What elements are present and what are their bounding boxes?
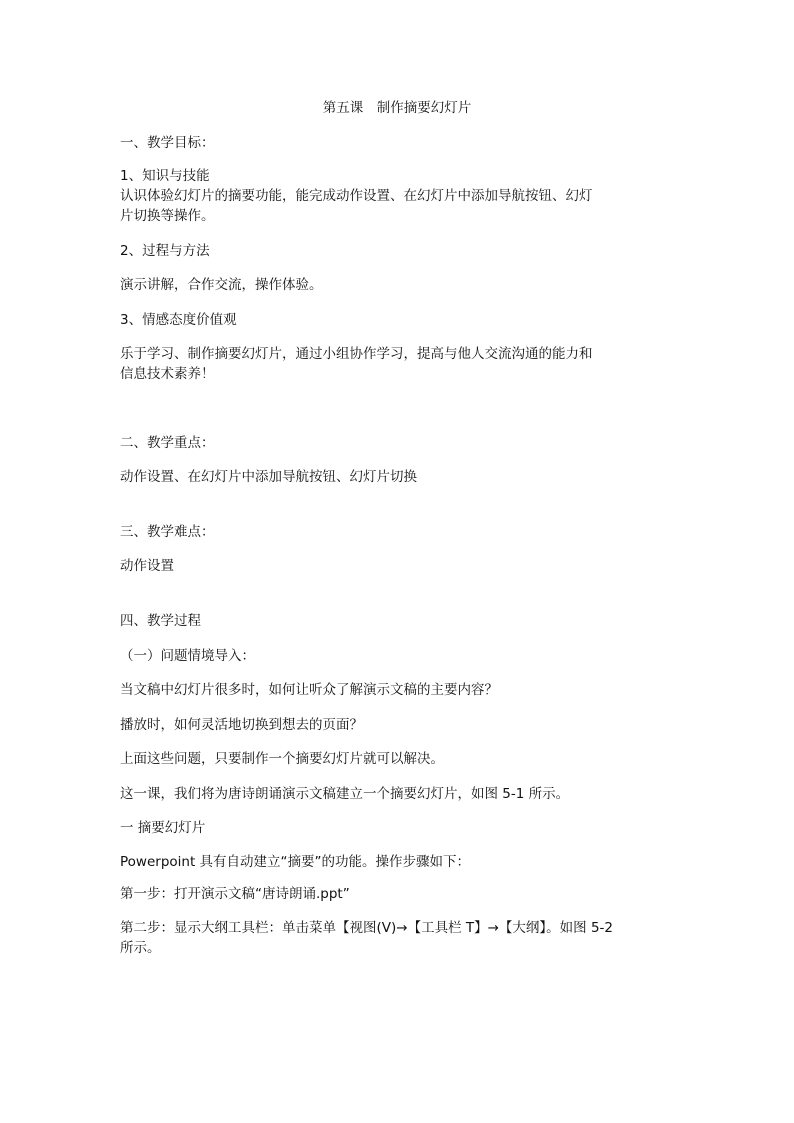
- subheading-attitude-values: 3、情感态度价值观: [120, 312, 237, 328]
- paragraph-step-2-line1: 第二步：显示大纲工具栏：单击菜单【视图(V)→【工具栏 T】→【大纲】。如图 5-2: [120, 920, 614, 936]
- paragraph-knowledge-skills-line1: 认识体验幻灯片的摘要功能，能完成动作设置、在幻灯片中添加导航按钮、幻灯: [120, 188, 593, 204]
- section-heading-key-points: 二、教学重点：: [120, 435, 215, 451]
- subheading-problem-intro: （一）问题情境导入：: [120, 648, 255, 664]
- paragraph-question-2: 播放时，如何灵活地切换到想去的页面？: [120, 717, 363, 733]
- paragraph-process-methods: 演示讲解，合作交流，操作体验。: [120, 277, 323, 293]
- paragraph-key-points: 动作设置、在幻灯片中添加导航按钮、幻灯片切换: [120, 469, 417, 485]
- paragraph-powerpoint-feature: Powerpoint 具有自动建立“摘要”的功能。操作步骤如下：: [120, 854, 471, 870]
- section-heading-objectives: 一、教学目标：: [120, 135, 215, 151]
- subheading-knowledge-skills: 1、知识与技能: [120, 168, 210, 184]
- paragraph-attitude-values-line1: 乐于学习、制作摘要幻灯片，通过小组协作学习，提高与他人交流沟通的能力和: [120, 346, 593, 362]
- paragraph-lesson-intro: 这一课，我们将为唐诗朗诵演示文稿建立一个摘要幻灯片，如图 5-1 所示。: [120, 786, 570, 802]
- subheading-summary-slide: 一 摘要幻灯片: [120, 820, 206, 836]
- paragraph-solution: 上面这些问题，只要制作一个摘要幻灯片就可以解决。: [120, 751, 444, 767]
- paragraph-question-1: 当文稿中幻灯片很多时，如何让听众了解演示文稿的主要内容？: [120, 682, 498, 698]
- paragraph-knowledge-skills-line2: 片切换等操作。: [120, 208, 215, 224]
- paragraph-difficulties: 动作设置: [120, 558, 174, 574]
- section-heading-difficulties: 三、教学难点：: [120, 524, 215, 540]
- subheading-process-methods: 2、过程与方法: [120, 243, 210, 259]
- paragraph-step-1: 第一步：打开演示文稿“唐诗朗诵.ppt”: [120, 886, 350, 902]
- section-heading-process: 四、教学过程: [120, 613, 201, 629]
- paragraph-attitude-values-line2: 信息技术素养！: [120, 366, 215, 382]
- paragraph-step-2-line2: 所示。: [120, 940, 161, 956]
- document-title: 第五课 制作摘要幻灯片: [322, 100, 472, 116]
